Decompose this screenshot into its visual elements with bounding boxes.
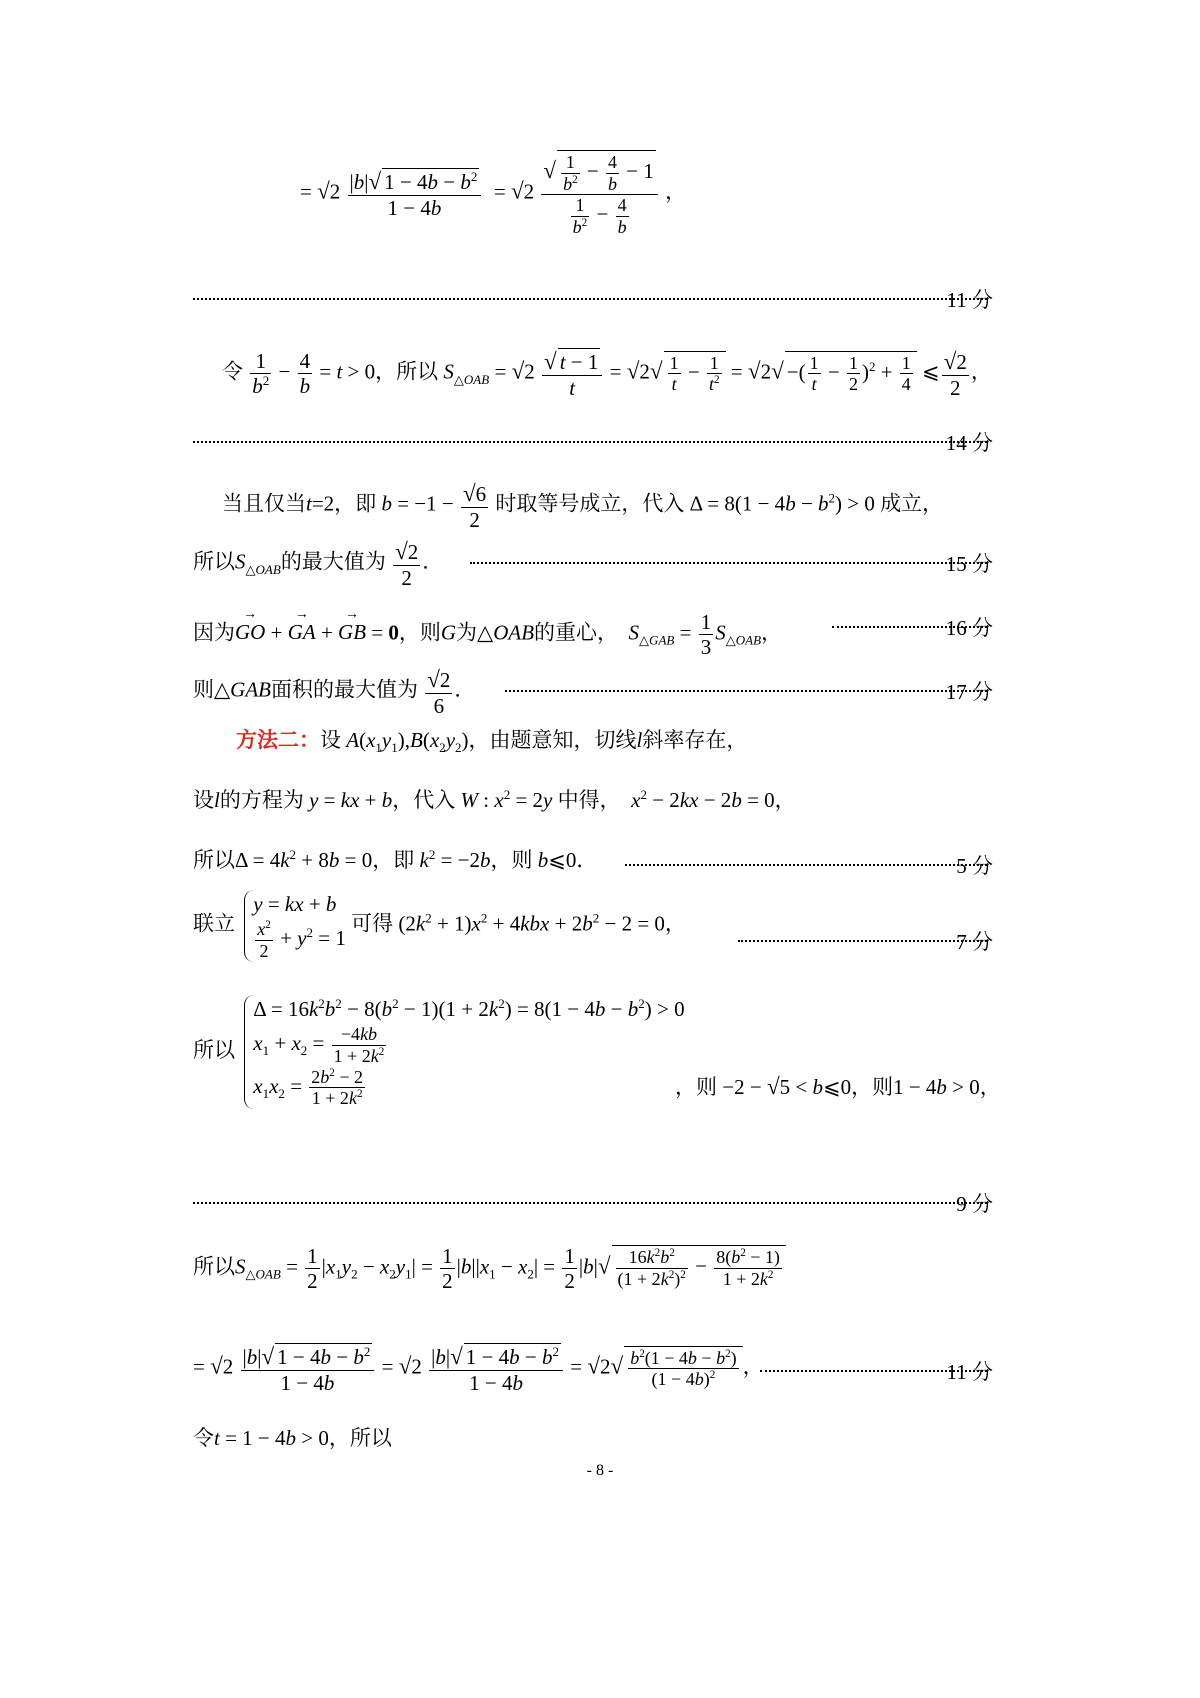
score-5: 5 分 xyxy=(956,854,993,878)
equation-line-2: 令 $\frac{1}{b^2}$ − $\frac{4}{b}$ = t > 0，所以 $S_{\triangle OAB} = √2$ $\frac{√ t - 1}{t}$ = √2√ $\frac{1}{t}$ − $\frac{1}{t^2}$ = √2√ −( $\frac{1}{t}$ − $\frac{1}{2}$ )$^2$ + $\frac{1}{4}$ ⩽ $\frac{√2}{2}$ ， xyxy=(222,348,992,400)
dotted-leader-14 xyxy=(193,427,993,447)
score-11b: 11 分 xyxy=(946,1360,993,1384)
score-17: 17 分 xyxy=(945,680,993,704)
score-7: 7 分 xyxy=(956,930,993,954)
equation-line-10: 所以 $\Delta = 16k^2b^2 - 8(b^2 - 1)(1 + 2k^2) = 8(1 - 4b - b^2) > 0$ $x_1 + x_2$ = $\frac{-4kb}{1 + 2k^2}$ $x_1x_2$ = $\frac{2b^2 - 2}{1 + 2k^2}$ xyxy=(193,996,685,1109)
dotted-leader-7 xyxy=(738,926,993,946)
score-15: 15 分 xyxy=(945,552,993,576)
equation-line-12: = √2 $\frac{|b|√ 1 - 4b - b^2}{1 - 4b}$ = √2 $\frac{|b|√ 1 - 4b - b^2}{1 - 4b}$ = √2√ $\frac{b^2(1 - 4b - b^2)}{(1 - 4b)^2}$ ， xyxy=(193,1343,764,1395)
equation-line-1: = √2 $\frac{|b|√ 1 - 4b - b^2}{1 - 4b}$ = √2 √ $\frac{1}{b^2}$ − $\frac{4}{b}$ − 1 $\frac{1}{b^2}$ − $\frac{4}{b}$ ， xyxy=(300,152,687,238)
equation-line-5: 因为→ GO + → GA + → GB = 0，则G为△OAB的重心， $S_{\triangle GAB}$ = $\frac{1}{3}$ $S_{\triangle OAB}$， xyxy=(193,610,782,659)
page-number: - 8 - xyxy=(586,1462,614,1479)
dotted-leader-11a xyxy=(193,284,993,304)
score-16: 16 分 xyxy=(945,616,993,640)
equation-line-4: 所以$S_{\triangle OAB}$的最大值为 $\frac{√2}{2}$ ． xyxy=(193,538,444,590)
score-14: 14 分 xyxy=(945,431,993,455)
dotted-leader-15 xyxy=(470,548,993,568)
equation-line-11: 所以$S_{\triangle OAB}$ = $\frac{1}{2}$ $|x_1y_2 - x_2y_1|$ = $\frac{1}{2}$ $|b||x_1 - x_2|$ = $\frac{1}{2}$ |b|√ $\frac{16k^2b^2}{(1 + 2k^2)^2}$ − $\frac{8(b^2 - 1)}{1 + 2k^2}$ xyxy=(193,1244,786,1293)
equation-line-7: 设l的方程为 y = kx + b，代入 W : $x^2 = 2y$ 中得， $x^2 - 2kx - 2b = 0$， xyxy=(193,787,796,812)
equation-line-3: 当且仅当t=2，即 b = −1 − $\frac{√6}{2}$ 时取等号成立，代入 $\Delta = 8(1 - 4b - b^2) > 0$ 成立， xyxy=(222,480,944,532)
dotted-leader-17 xyxy=(505,676,993,696)
equation-line-13: 令t = 1 − 4b > 0，所以 xyxy=(193,1426,392,1450)
equation-line-6: 则△GAB面积的最大值为 $\frac{√2}{6}$ ． xyxy=(193,666,476,718)
score-9: 9 分 xyxy=(956,1192,993,1216)
equation-line-8: 所以$\Delta = 4k^2 + 8b = 0$，即 $k^2 = -2b$，则 b⩽0． xyxy=(193,847,598,872)
equation-line-10-right: ，则 −2 − √5 < b⩽0，则1 − 4b > 0， xyxy=(675,1073,1001,1099)
dotted-leader-5 xyxy=(625,850,993,870)
score-11a: 11 分 xyxy=(946,288,993,312)
dotted-leader-9 xyxy=(193,1188,993,1208)
equation-line-9: 联立 y = kx + b $\frac{x^2}{2}$ + $y^2 = 1$ 可得 $(2k^2 + 1)x^2 + 4kbx + 2b^2 - 2 = 0$， xyxy=(193,892,686,962)
method-two-line: 方法二：设 $A(x_1y_1),B(x_2y_2)$，由题意知，切线l斜率存在， xyxy=(236,728,748,756)
